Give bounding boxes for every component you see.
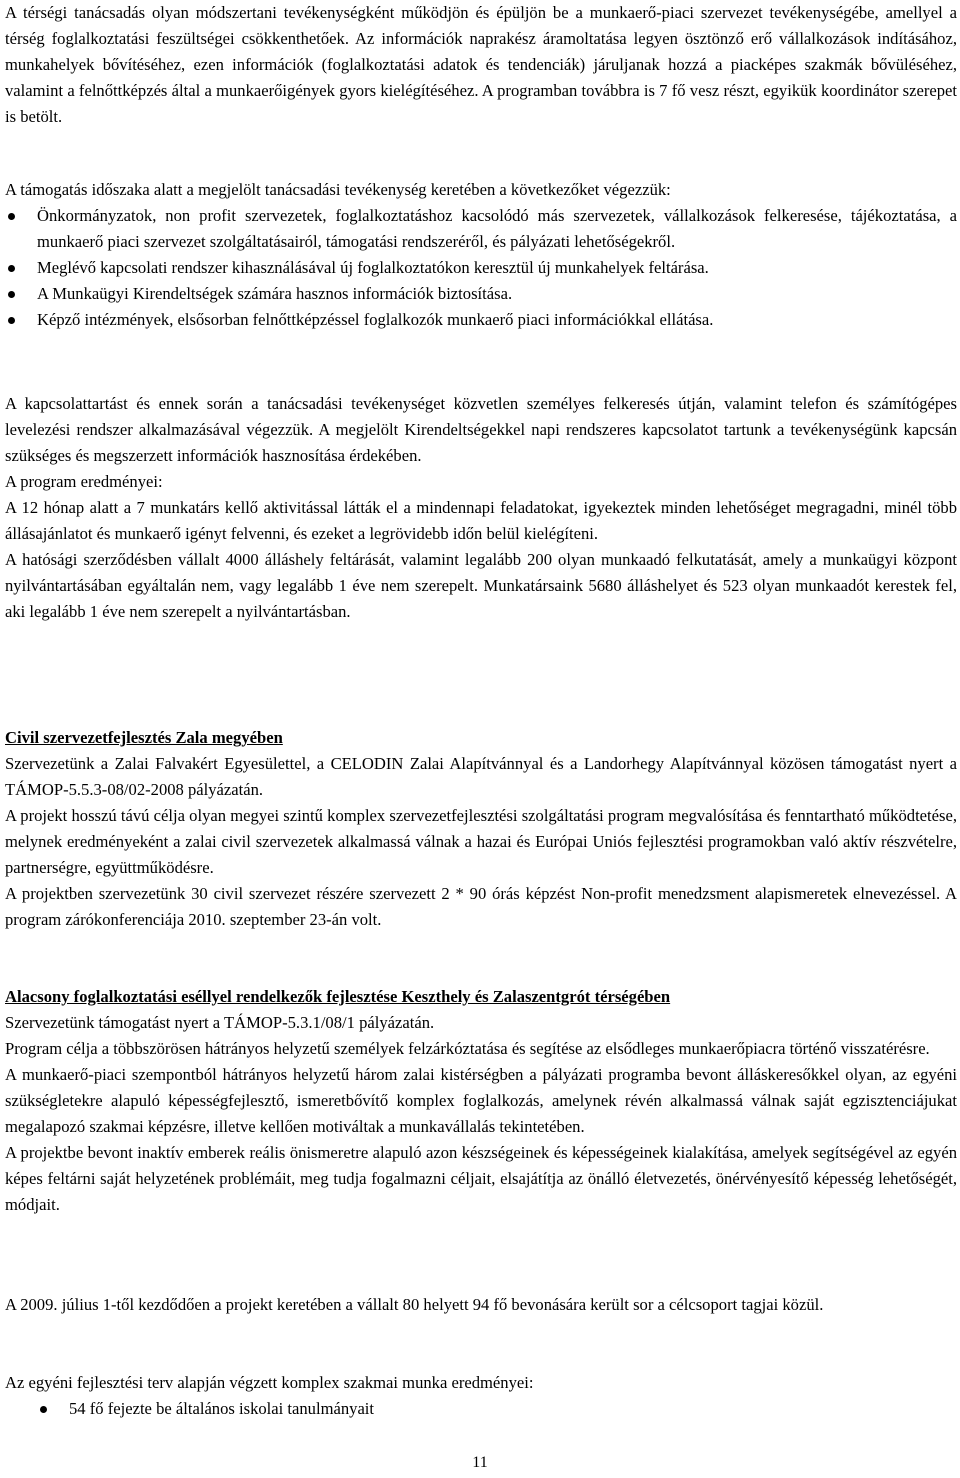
paragraph-hatosagi-szerzodes: A hatósági szerződésben vállalt 4000 álláshely feltárását, valamint legalább 200 olyan munkaadó felkutatását, amely a munkaügyi központ nyilvántartásában egyáltalán nem, vagy legalább 1 éve nem szerepelt. Munkatársaink 5680 álláshelyet és 523 olyan munkaadót kerestek fel, aki legalább 1 éve nem szerepelt a nyilvántartásban.	[5, 550, 957, 621]
paragraph-tamop-553: Szervezetünk a Zalai Falvakért Egyesülettel, a CELODIN Zalai Alapítvánnyal és a Landorhegy Alapítvánnyal közösen támogatást nyert a TÁMOP-5.5.3-08/02-2008 pályázatán.	[5, 754, 957, 799]
paragraph-inaktiv-emberek: A projektbe bevont inaktív emberek reális önismeretre alapuló azon készségeinek és képességeinek kialakítása, amelyek segítségével az egyén képes feltárni saját helyzetének problémáit, meg tudja fogalmazni céljait, elsajátítja az önálló életvezetés, önérvényesítő képesség lehetőségét, módjait.	[5, 1143, 957, 1214]
bullet-list-eredmenyek	[37, 1396, 957, 1422]
section-tamogatas	[5, 177, 957, 333]
section-egyeni-fejlesztesi	[5, 1370, 957, 1422]
paragraph-projekt-celja: A projekt hosszú távú célja olyan megyei szintű komplex szervezetfejlesztési szolgáltatási program megvalósítása és fenntartható működtetése, melynek eredményeként a zalai civil szervezetek alkalmassá válnak a hazai és Európai Uniós fejlesztési programokban való aktív részvételre, partnerségre, együttműködésre.	[5, 806, 957, 877]
list-item: Képző intézmények, elsősorban felnőttképzéssel foglalkozók munkaerő piaci információkkal ellátása.	[5, 307, 957, 333]
paragraph-egyeni-fejlesztesi: Az egyéni fejlesztési terv alapján végzett komplex szakmai munka eredményei:	[5, 1373, 534, 1392]
list-item: Meglévő kapcsolati rendszer kihasználásával új foglalkoztatókon keresztül új munkahelyek feltárása.	[5, 255, 957, 281]
list-item: A Munkaügyi Kirendeltségek számára hasznos információk biztosítása.	[5, 281, 957, 307]
paragraph-program-eredmenyei-label: A program eredményei:	[5, 472, 163, 491]
paragraph-kapcsolattartas: A kapcsolattartást és ennek során a tanácsadási tevékenységet közvetlen személyes felkeresés útján, valamint telefon és számítógépes levelezési rendszer alkalmazásával végezzük. A megjelölt Kirendeltségekkel napi rendszeres kapcsolatot tartunk a tevékenységünk kapcsán szükséges és megszerzett információk hasznosítása érdekében.	[5, 394, 957, 465]
paragraph-munkaeropiaci: A munkaerő-piaci szempontból hátrányos helyzetű három zalai kistérségben a pályázati programba bevont álláskeresőkkel olyan, az egyéni szükségletekre alapuló képességfejlesztő, ismeretbővítő komplex foglalkozás, amelynek révén alkalmassá válnak saját egzisztenciájukat megalapozó szakmai képzésre, illetve kellően motiváltak a munkavállalás tekintetében.	[5, 1065, 957, 1136]
section-alacsony-foglalkoztatasi	[5, 984, 957, 1218]
paragraph-30-civil-szervezet: A projektben szervezetünk 30 civil szervezet részére szervezett 2 * 90 órás képzést Non-profit menedzsment alapismeretek elnevezéssel. A program zárókonferenciája 2010. szeptember 23-án volt.	[5, 884, 957, 929]
bullet-list-tevekenysegek	[5, 203, 957, 333]
section-eredmenyek	[5, 391, 957, 625]
section-heading: Civil szervezetfejlesztés Zala megyében	[5, 728, 283, 747]
paragraph-terségi-tanacsadas: A térségi tanácsadás olyan módszertani tevékenységként működjön és épüljön be a munkaerő-piaci szervezet tevékenységébe, amellyel a térség foglalkoztatási feszültségei csökkenthetőek. Az információk naprakész áramoltatása legyen ösztönző erő vállalkozások indításához, munkahelyek bővítéséhez, ezen információk (foglalkoztatási adatok és tendenciák) járuljanak hozzá a piacképes szakmák bővüléséhez, valamint a felnőttképzés által a munkaerőigények gyors kielégítéséhez. A programban továbbra is 7 fő vesz részt, egyikük koordinátor szerepet is betölt.	[5, 3, 957, 126]
paragraph-2009-julius: A 2009. július 1-től kezdődően a projekt keretében a vállalt 80 helyett 94 fő bevonására került sor a célcsoport tagjai közül.	[5, 1295, 824, 1314]
list-item: 54 fő fejezte be általános iskolai tanulmányait	[37, 1396, 957, 1422]
section-heading: Alacsony foglalkoztatási eséllyel rendelkezők fejlesztése Keszthely és Zalaszentgrót térségében	[5, 987, 671, 1006]
paragraph-tamogatas-intro: A támogatás időszaka alatt a megjelölt tanácsadási tevékenység keretében a következőket végezzük:	[5, 180, 671, 199]
section-2009-julius	[5, 1292, 957, 1318]
page-number: 11	[472, 1454, 488, 1471]
paragraph-program-celja: Program célja a többszörösen hátrányos helyzetű személyek felzárkóztatása és segítése az elsődleges munkaerőpiacra történő visszatérésre.	[5, 1039, 930, 1058]
list-item: Önkormányzatok, non profit szervezetek, foglalkoztatáshoz kacsolódó más szervezetek, vállalkozások felkeresése, tájékoztatása, a munkaerő piaci szervezet szolgáltatásairól, támogatási rendszeréről, és pályázati lehetőségekről.	[5, 203, 957, 255]
paragraph-12-honap: A 12 hónap alatt a 7 munkatárs kellő aktivitással látták el a mindennapi feladatokat, igyekeztek minden lehetőséget megragadni, minél több állásajánlatot és munkaerő igényt felvenni, és ezeket a legrövidebb időn belül kielégíteni.	[5, 498, 957, 543]
section-civil-szervezetfejlesztes	[5, 725, 957, 933]
section-tanacsadas	[5, 0, 957, 130]
paragraph-tamop-531: Szervezetünk támogatást nyert a TÁMOP-5.3.1/08/1 pályázatán.	[5, 1013, 435, 1032]
